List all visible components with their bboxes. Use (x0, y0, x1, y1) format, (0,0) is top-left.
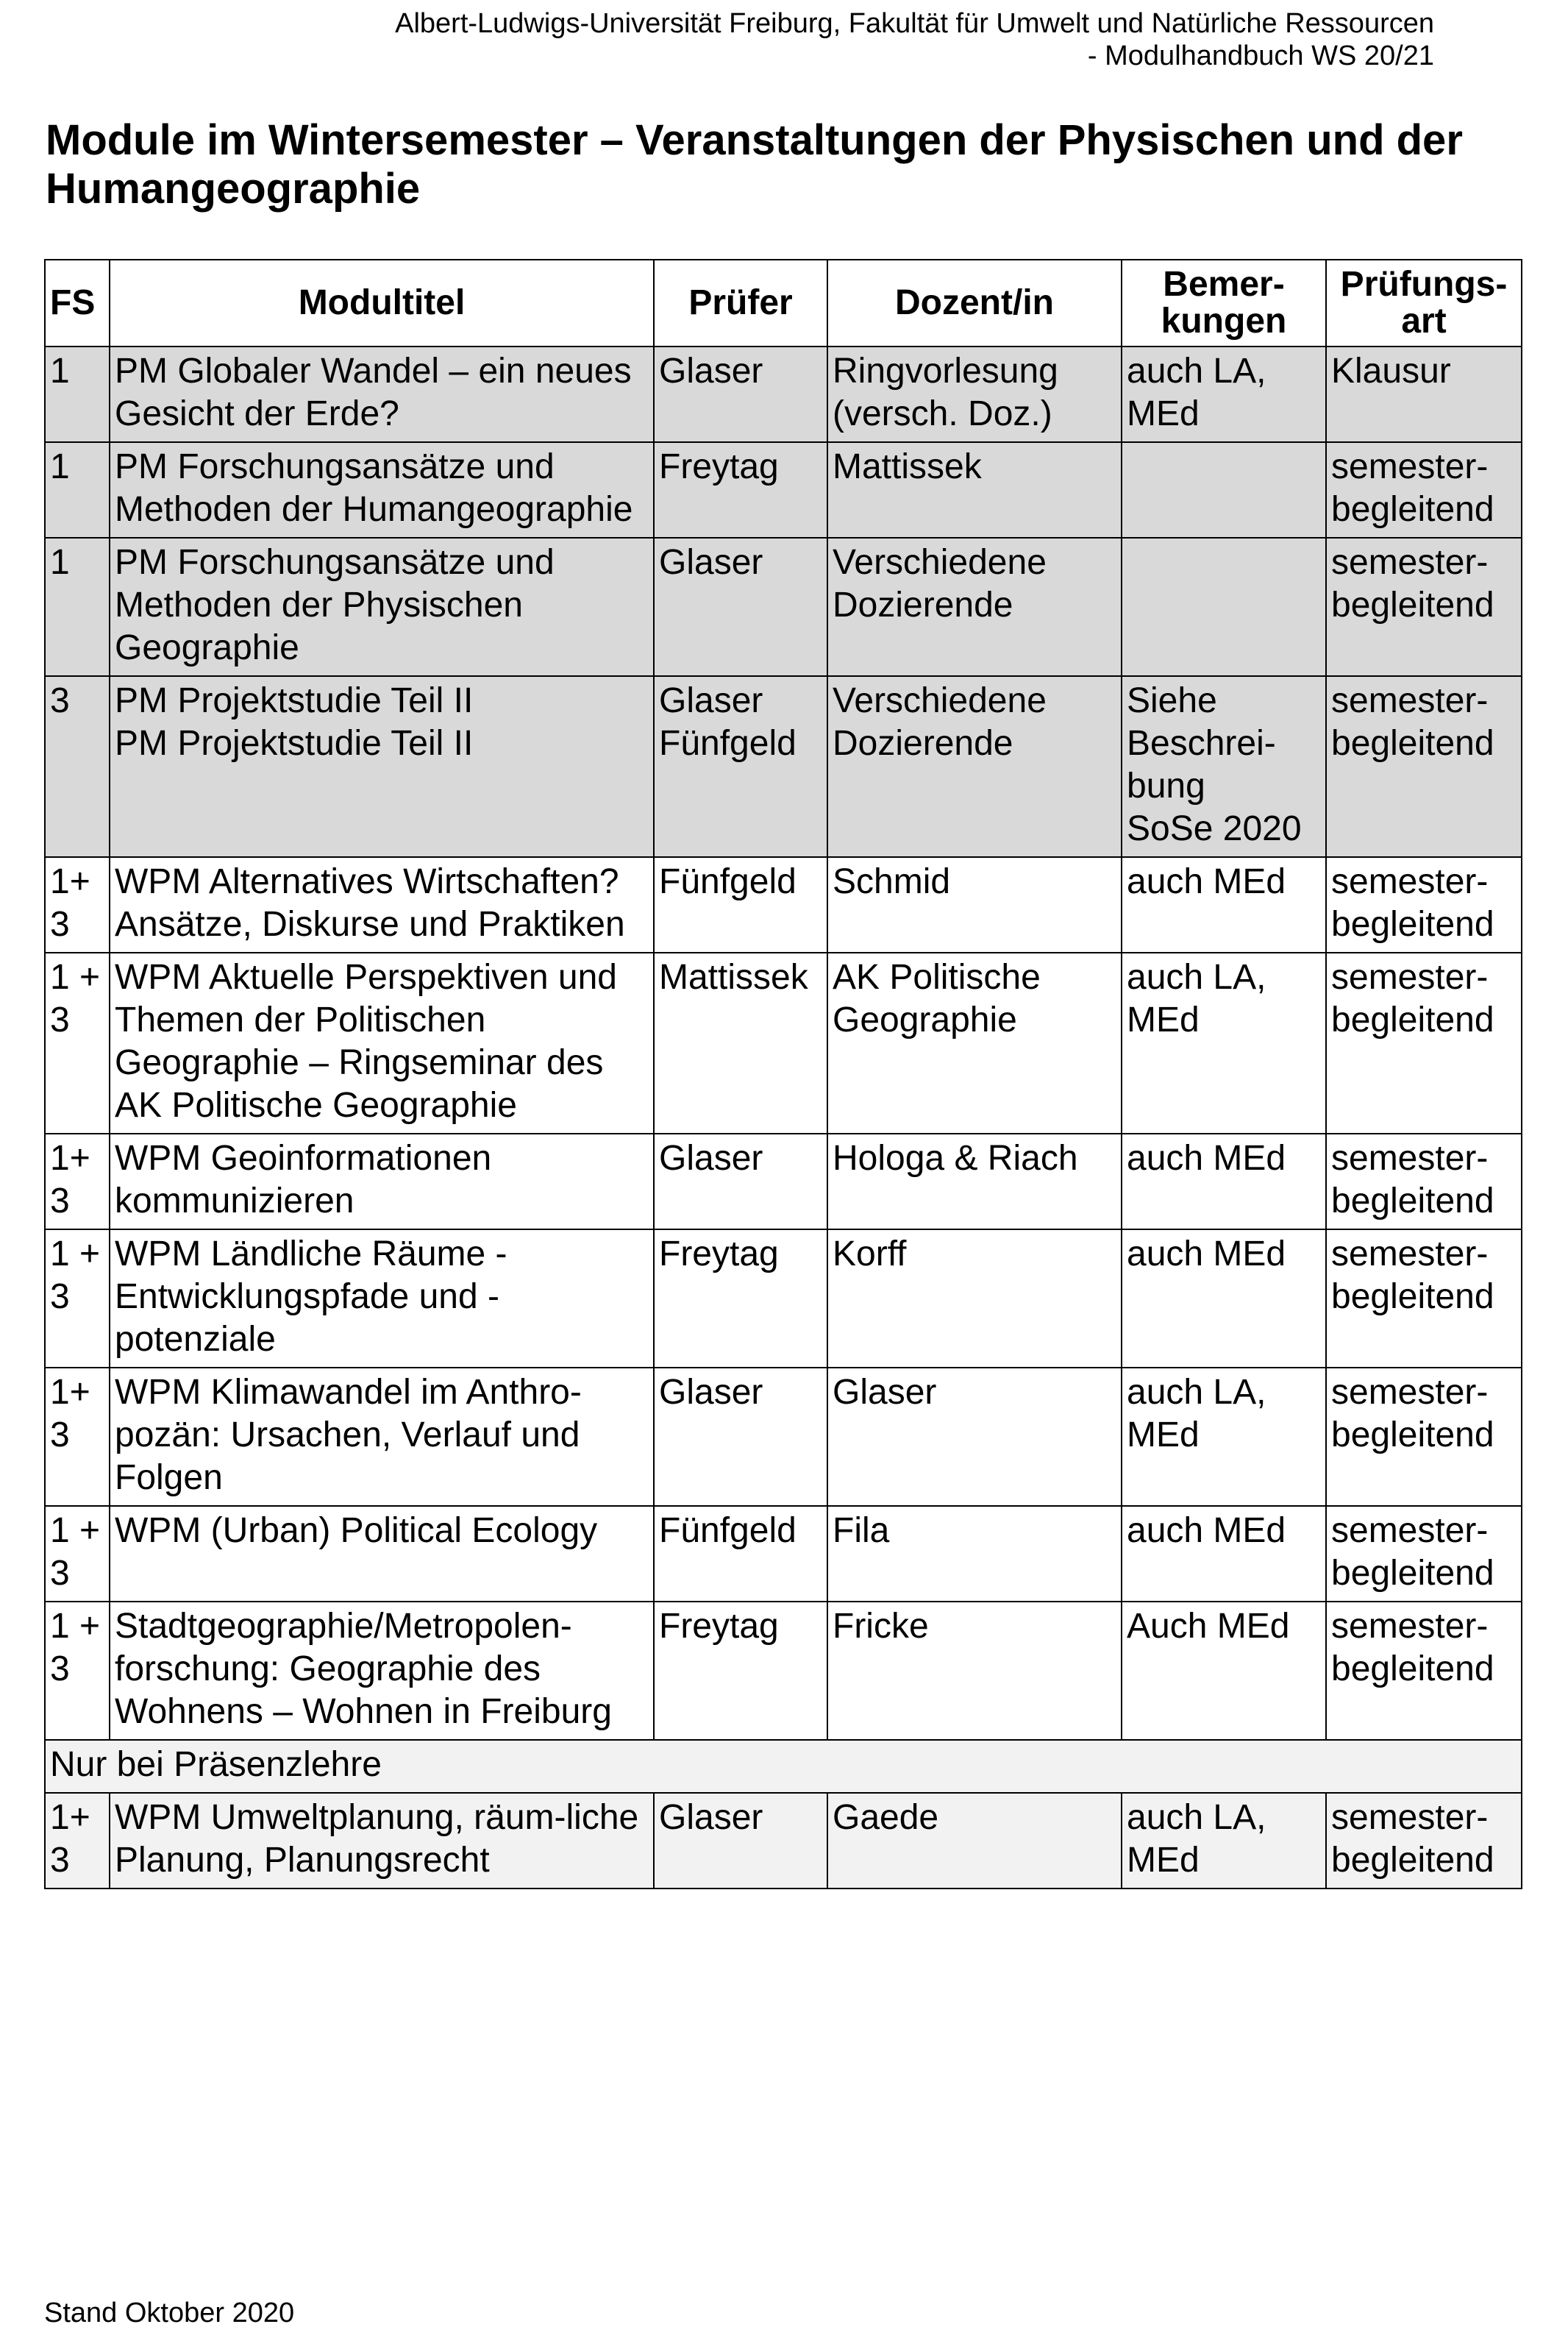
cell-bemerkungen: auch LA, MEd (1122, 347, 1326, 442)
cell-fs: 1+ 3 (45, 1793, 110, 1888)
table-header-row (45, 260, 1522, 347)
table-row (45, 347, 1522, 442)
cell-pruefer: Glaser Fünfgeld (654, 676, 827, 857)
cell-pruefer: Glaser (654, 1793, 827, 1888)
cell-title: PM Projektstudie Teil II PM Projektstudie Teil II (110, 676, 654, 857)
cell-art: semester-begleitend (1326, 1793, 1522, 1888)
cell-dozent: Verschiedene Dozierende (827, 676, 1122, 857)
cell-dozent: Ringvorlesung (versch. Doz.) (827, 347, 1122, 442)
table-row (45, 442, 1522, 538)
table-row (45, 676, 1522, 857)
cell-title: WPM Ländliche Räume - Entwicklungspfade und -potenziale (110, 1229, 654, 1368)
cell-art: semester-begleitend (1326, 442, 1522, 538)
cell-pruefer: Mattissek (654, 953, 827, 1134)
cell-art: semester-begleitend (1326, 953, 1522, 1134)
table-row (45, 1134, 1522, 1229)
cell-pruefer: Freytag (654, 1229, 827, 1368)
cell-bemerkungen: auch MEd (1122, 1506, 1326, 1602)
note-praesenzlehre: Nur bei Präsenzlehre (45, 1740, 1522, 1793)
cell-title: WPM (Urban) Political Ecology (110, 1506, 654, 1602)
cell-fs: 1+ 3 (45, 1134, 110, 1229)
header-line-1: Albert-Ludwigs-Universität Freiburg, Fakultät für Umwelt und Natürliche Ressourcen (395, 8, 1434, 39)
cell-title: WPM Umweltplanung, räum-liche Planung, Planungsrecht (110, 1793, 654, 1888)
cell-art: semester-begleitend (1326, 857, 1522, 953)
cell-dozent: Gaede (827, 1793, 1122, 1888)
header-line-2: - Modulhandbuch WS 20/21 (1087, 40, 1434, 71)
header-bemerkungen: Bemer- kungen (1122, 260, 1326, 347)
cell-art: semester-begleitend (1326, 1134, 1522, 1229)
footer-date: Stand Oktober 2020 (44, 2298, 295, 2328)
cell-dozent: AK Politische Geographie (827, 953, 1122, 1134)
cell-title: WPM Klimawandel im Anthro-pozän: Ursachen, Verlauf und Folgen (110, 1368, 654, 1506)
cell-bemerkungen: auch MEd (1122, 1229, 1326, 1368)
cell-dozent: Fila (827, 1506, 1122, 1602)
cell-title: WPM Geoinformationen kommunizieren (110, 1134, 654, 1229)
cell-art: semester-begleitend (1326, 1368, 1522, 1506)
cell-title: Stadtgeographie/Metropolen-forschung: Geographie des Wohnens – Wohnen in Freiburg (110, 1602, 654, 1740)
cell-fs: 1 + 3 (45, 953, 110, 1134)
header-modultitel: Modultitel (110, 260, 654, 347)
cell-bemerkungen: auch LA, MEd (1122, 1793, 1326, 1888)
cell-art: semester-begleitend (1326, 676, 1522, 857)
cell-dozent: Mattissek (827, 442, 1122, 538)
cell-art: semester-begleitend (1326, 1602, 1522, 1740)
header-pruefungsart: Prüfungs- art (1326, 260, 1522, 347)
cell-fs: 1 + 3 (45, 1229, 110, 1368)
document-header (395, 7, 1434, 72)
cell-pruefer: Fünfgeld (654, 857, 827, 953)
table-row (45, 1229, 1522, 1368)
cell-bemerkungen: Siehe Beschrei-bung SoSe 2020 (1122, 676, 1326, 857)
cell-title: PM Globaler Wandel – ein neues Gesicht der Erde? (110, 347, 654, 442)
cell-bemerkungen: auch MEd (1122, 1134, 1326, 1229)
cell-fs: 1 + 3 (45, 1506, 110, 1602)
table-row (45, 953, 1522, 1134)
cell-pruefer: Glaser (654, 347, 827, 442)
cell-title: WPM Aktuelle Perspektiven und Themen der Politischen Geographie – Ringseminar des AK Politische Geographie (110, 953, 654, 1134)
table-row (45, 1368, 1522, 1506)
cell-bemerkungen (1122, 442, 1326, 538)
cell-art: semester-begleitend (1326, 1506, 1522, 1602)
cell-dozent: Verschiedene Dozierende (827, 538, 1122, 676)
cell-title: PM Forschungsansätze und Methoden der Humangeographie (110, 442, 654, 538)
cell-fs: 1+ 3 (45, 857, 110, 953)
cell-dozent: Glaser (827, 1368, 1122, 1506)
cell-fs: 1 (45, 347, 110, 442)
cell-pruefer: Glaser (654, 1134, 827, 1229)
table-note-row (45, 1740, 1522, 1793)
cell-bemerkungen (1122, 538, 1326, 676)
header-dozent: Dozent/in (827, 260, 1122, 347)
cell-pruefer: Glaser (654, 1368, 827, 1506)
cell-bemerkungen: auch LA, MEd (1122, 1368, 1326, 1506)
cell-fs: 1+ 3 (45, 1368, 110, 1506)
cell-pruefer: Glaser (654, 538, 827, 676)
cell-pruefer: Freytag (654, 1602, 827, 1740)
cell-fs: 1 (45, 538, 110, 676)
table-row (45, 857, 1522, 953)
table-row (45, 538, 1522, 676)
table-row (45, 1602, 1522, 1740)
cell-art: semester-begleitend (1326, 538, 1522, 676)
cell-dozent: Korff (827, 1229, 1122, 1368)
page-title: Module im Wintersemester – Veranstaltungen der Physischen und der Humangeographie (46, 116, 1463, 213)
cell-bemerkungen: auch LA, MEd (1122, 953, 1326, 1134)
cell-bemerkungen: Auch MEd (1122, 1602, 1326, 1740)
cell-dozent: Schmid (827, 857, 1122, 953)
table-row (45, 1793, 1522, 1888)
cell-fs: 3 (45, 676, 110, 857)
cell-bemerkungen: auch MEd (1122, 857, 1326, 953)
cell-fs: 1 + 3 (45, 1602, 110, 1740)
cell-title: WPM Alternatives Wirtschaften? Ansätze, Diskurse und Praktiken (110, 857, 654, 953)
cell-title: PM Forschungsansätze und Methoden der Physischen Geographie (110, 538, 654, 676)
cell-art: semester-begleitend (1326, 1229, 1522, 1368)
module-table (44, 259, 1522, 1889)
cell-dozent: Fricke (827, 1602, 1122, 1740)
table-row (45, 1506, 1522, 1602)
cell-art: Klausur (1326, 347, 1522, 442)
cell-fs: 1 (45, 442, 110, 538)
cell-dozent: Hologa & Riach (827, 1134, 1122, 1229)
header-pruefer: Prüfer (654, 260, 827, 347)
header-fs: FS (45, 260, 110, 347)
cell-pruefer: Freytag (654, 442, 827, 538)
cell-pruefer: Fünfgeld (654, 1506, 827, 1602)
